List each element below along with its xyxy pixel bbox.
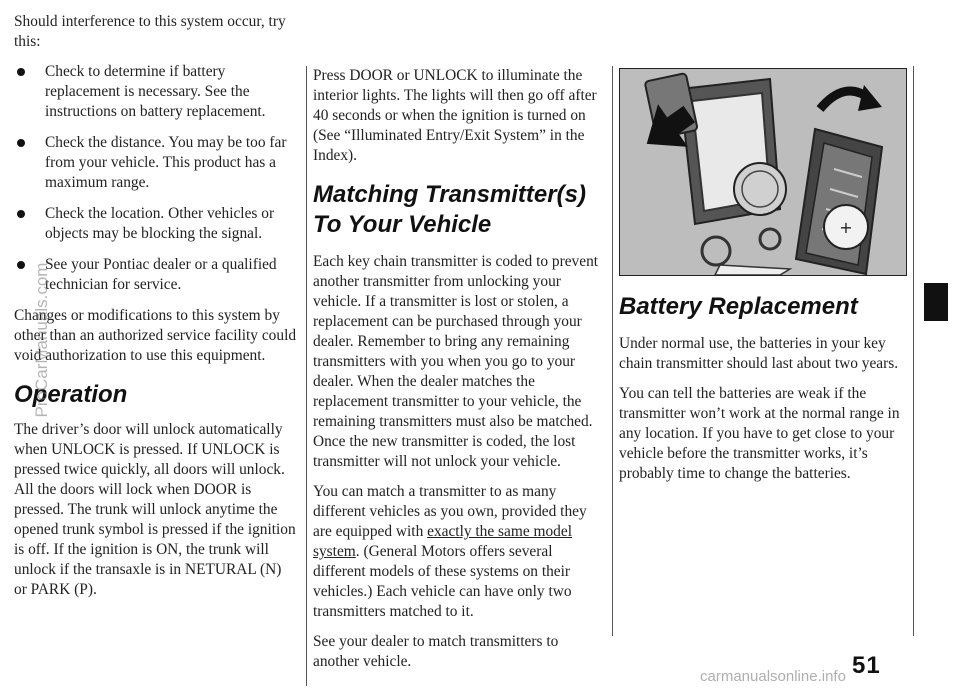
transmitter-battery-illustration <box>619 68 907 276</box>
matching-paragraph: Each key chain transmitter is coded to prevent another transmitter from unlocking your vehicle. If a transmitter is lost or stolen, a replacement can be purchased through your dealer. Remember to bring any remaining transmitters with you when you go to your dealer. When the dealer matches the replacement transmitter to your vehicle, the remaining transmitters must also be matched. Once the new transmitter is coded, the lost transmitter will not unlock your vehicle. <box>313 253 599 470</box>
match-many-text: You can match a transmitter to as many different vehicles as you own, provided they are equipped with <box>313 483 587 540</box>
side-watermark: ProCarManuals.com <box>32 262 51 418</box>
column-divider <box>612 66 613 636</box>
list-item: See your Pontiac dealer or a qualified technician for service. <box>14 255 298 295</box>
operation-heading: Operation <box>14 381 128 408</box>
battery-paragraph-2: You can tell the batteries are weak if the transmitter won’t work at the normal range in any location. If you have to get close to your vehicle before the transmitter works, it’s probably time to change the batteries. <box>619 385 900 482</box>
list-item: Check the location. Other vehicles or objects may be blocking the signal. <box>14 204 298 244</box>
svg-text:+: + <box>839 218 853 237</box>
matching-heading: Matching Transmitter(s) To Your Vehicle <box>313 181 586 238</box>
see-dealer-paragraph: See your dealer to match transmitters to another vehicle. <box>313 633 559 670</box>
changes-paragraph: Changes or modifications to this system by other than an authorized service facility could void authorization to use this equipment. <box>14 307 297 364</box>
column-2 <box>313 0 606 672</box>
column-divider <box>306 66 307 686</box>
troubleshooting-list <box>14 62 298 295</box>
match-many-underlined: exactly the same model system <box>313 523 572 560</box>
footer-watermark: carmanualsonline.info <box>700 668 846 685</box>
transmitter-opened-icon <box>620 69 906 275</box>
match-many-text-after: . (General Motors offers several different models of these systems on their vehicles.) Each vehicle can have only two transmitters matched to it. <box>313 543 572 620</box>
interference-intro: Should interference to this system occur, try this: <box>14 13 286 50</box>
column-divider <box>913 66 914 636</box>
match-many-paragraph <box>313 482 606 622</box>
column-3 <box>619 0 909 484</box>
list-item: Check to determine if battery replacement is necessary. See the instructions on battery replacement. <box>14 62 298 122</box>
list-item: Check the distance. You may be too far from your vehicle. This product has a maximum range. <box>14 133 298 193</box>
battery-paragraph-1: Under normal use, the batteries in your key chain transmitter should last about two years. <box>619 335 899 372</box>
page-number: 51 <box>852 652 881 679</box>
column-1 <box>14 0 298 600</box>
operation-paragraph: The driver’s door will unlock automatically when UNLOCK is pressed. If UNLOCK is pressed twice quickly, all doors will unlock. All the doors will lock when DOOR is pressed. The trunk will unlock anytime the opened trunk symbol is pressed if the ignition is off. If the ignition is ON, the trunk will unlock if the transaxle is in NETURAL (N) or PARK (P). <box>14 421 296 598</box>
illuminate-paragraph: Press DOOR or UNLOCK to illuminate the interior lights. The lights will then go off after 40 seconds or when the ignition is turned on (See “Illuminated Entry/Exit System” in the Index). <box>313 67 597 164</box>
battery-heading: Battery Replacement <box>619 293 858 320</box>
section-tab-marker <box>924 283 948 321</box>
